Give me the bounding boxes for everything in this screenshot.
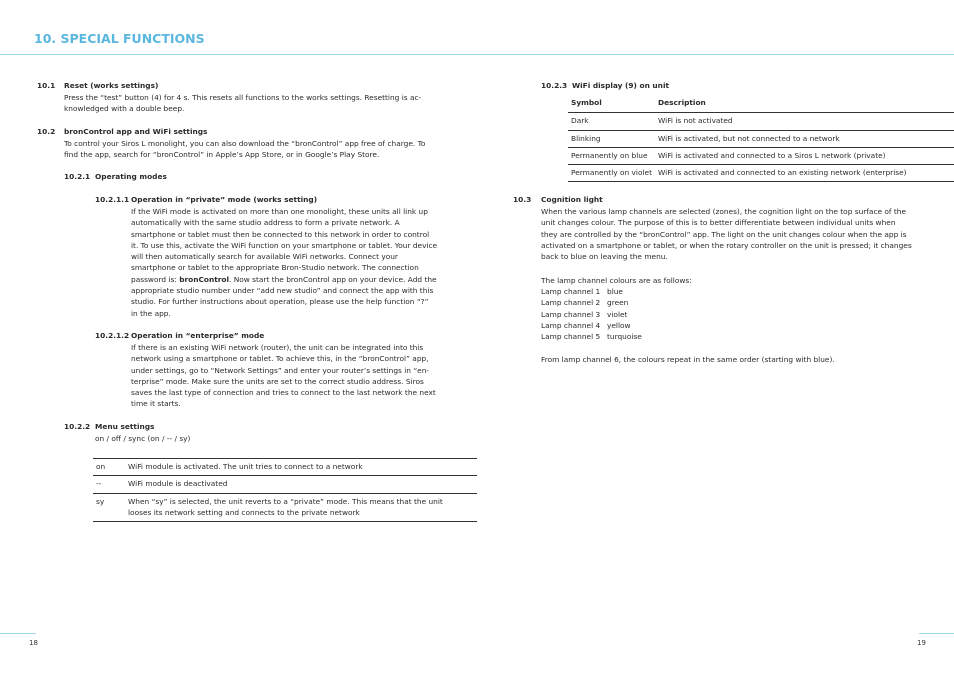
text-line: studio. For further instructions about operation, please use the help function “?” (131, 297, 429, 307)
section-number: 10.3 (513, 195, 532, 204)
section-heading-10-2-3 (541, 80, 669, 91)
column-header-symbol: Symbol (568, 95, 655, 113)
section-title: WiFi display (9) on unit (572, 81, 670, 90)
section-heading-10-2-1-2 (95, 330, 264, 341)
wifi-display-table (568, 95, 954, 182)
table-cell: Blinking (568, 130, 655, 147)
text-line: To control your Siros L monolight, you can also download the “bronControl” app free of charge. To (64, 139, 426, 148)
password-value: bronControl (179, 274, 230, 284)
section-heading-10-2-1-1 (95, 194, 317, 205)
table-row (93, 459, 477, 476)
table-cell: Permanently on blue (568, 147, 655, 164)
text-line: If there is an existing WiFi network (router), the unit can be integrated into this (131, 343, 424, 352)
section-body-10-1 (64, 92, 432, 115)
table-cell: WiFi is activated and connected to an existing network (enterprise) (655, 165, 954, 182)
text-line: they are controlled by the “bronControl” app. The light on the unit changes colour when the app is (541, 229, 907, 239)
colours-closing: From lamp channel 6, the colours repeat in the same order (starting with blue). (541, 355, 835, 364)
text-line: WiFi module is deactivated (128, 479, 228, 489)
lamp-channel-name: Lamp channel 3 (541, 309, 601, 319)
text-line: When the various lamp channels are selected (zones), the cognition light on the top surface of the (541, 207, 906, 216)
column-header-description: Description (655, 95, 954, 113)
lamp-channel-colour: green (607, 298, 629, 308)
section-number: 10.2 (37, 127, 56, 136)
password-line (131, 274, 437, 285)
text-line: back to blue on leaving the menu. (541, 252, 668, 262)
section-heading-10-2-2 (64, 421, 154, 432)
page-number-right: 19 (917, 639, 926, 647)
list-item (541, 286, 642, 297)
section-number: 10.2.1 (64, 172, 91, 181)
text-line: under settings, go to “Network Settings” and enter your router’s settings in “en- (131, 365, 430, 375)
lamp-channel-name: Lamp channel 1 (541, 287, 601, 296)
section-body-10-2-1-1 (131, 206, 438, 319)
table-row (568, 130, 954, 147)
list-item (541, 309, 642, 320)
section-heading-10-2 (37, 126, 207, 137)
section-heading-10-3 (513, 194, 603, 205)
menu-settings-table (93, 458, 477, 522)
lamp-channel-colour: turquoise (607, 332, 642, 342)
table-row (568, 165, 954, 182)
header-divider (0, 54, 954, 55)
section-title: Cognition light (541, 195, 603, 204)
section-number: 10.1 (37, 81, 56, 90)
section-title: Operating modes (95, 172, 167, 181)
password-suffix: . Now start the bronControl app on your device. Add the (229, 274, 437, 284)
text-line: it. To use this, activate the WiFi function on your smartphone or tablet. Your device (131, 240, 438, 250)
text-line: smartphone or tablet must then be connected to this network in order to control (131, 229, 430, 239)
colours-intro: The lamp channel colours are as follows: (541, 276, 692, 285)
text-line: time it starts. (131, 399, 181, 409)
table-cell: WiFi is activated, but not connected to a network (655, 130, 954, 147)
section-heading-10-2-1 (64, 171, 167, 182)
table-cell: WiFi is not activated (655, 113, 954, 130)
text-line: terprise” mode. Make sure the units are set to the correct studio address. Siros (131, 376, 424, 386)
lamp-channel-colour: violet (607, 309, 628, 319)
password-prefix: password is: (131, 274, 180, 284)
lamp-channel-colour: yellow (607, 320, 631, 330)
section-title: bronControl app and WiFi settings (64, 127, 208, 136)
section-number: 10.2.1.2 (95, 331, 130, 340)
table-value (125, 459, 477, 476)
section-title: Reset (works settings) (64, 81, 159, 90)
section-body-10-3 (541, 206, 911, 262)
list-item (541, 331, 642, 342)
table-row (568, 113, 954, 130)
lamp-channel-colour: blue (607, 287, 623, 296)
text-line: network using a smartphone or tablet. To achieve this, in the “bronControl” app, (131, 354, 429, 364)
page-title: 10. SPECIAL FUNCTIONS (34, 31, 205, 46)
table-cell: Dark (568, 113, 655, 130)
table-row (93, 493, 477, 522)
text-line: appropriate studio number under “add new studio” and connect the app with this (131, 286, 434, 296)
table-key: -- (93, 476, 125, 493)
text-line: knowledged with a double beep. (64, 104, 185, 114)
section-body-10-2-1-2 (131, 342, 436, 410)
section-title: Operation in “private” mode (works setting) (131, 195, 318, 204)
table-cell: Permanently on violet (568, 165, 655, 182)
text-line: find the app, search for “bronControl” in Apple’s App Store, or in Google’s Play Store. (64, 150, 380, 160)
text-line: saves the last type of connection and tries to connect to the last network the next (131, 388, 436, 398)
table-cell: WiFi is activated and connected to a Siros L network (private) (655, 147, 954, 164)
table-header-row (568, 95, 954, 113)
table-key: on (93, 459, 125, 476)
list-item (541, 320, 642, 331)
text-line: If the WiFi mode is activated on more than one monolight, these units all link up (131, 207, 428, 216)
text-line: Press the “test” button (4) for 4 s. This resets all functions to the works settings. Resetting is ac- (64, 93, 422, 102)
lamp-channel-name: Lamp channel 4 (541, 320, 601, 330)
footer-divider-right (919, 633, 954, 634)
list-item (541, 297, 642, 308)
table-row (93, 476, 477, 493)
section-number: 10.2.2 (64, 422, 91, 431)
section-heading-10-1 (37, 80, 158, 91)
text-line: WiFi module is activated. The unit tries to connect to a network (128, 462, 363, 471)
lamp-channel-name: Lamp channel 5 (541, 332, 601, 342)
table-value (125, 476, 477, 493)
table-key: sy (93, 493, 125, 522)
lamp-channel-list (541, 286, 642, 342)
page-number-left: 18 (29, 639, 38, 647)
section-number: 10.2.1.1 (95, 195, 130, 204)
lamp-channel-name: Lamp channel 2 (541, 298, 601, 308)
text-line: in the app. (131, 308, 171, 318)
section-body-10-2 (64, 138, 434, 161)
text-line: activated on a smartphone or tablet, or when the rotary controller on the unit is pressed; it changes (541, 240, 912, 250)
text-line: unit changes colour. The purpose of this is to better differentiate between individual units when (541, 218, 896, 228)
section-title: Menu settings (95, 422, 155, 431)
text-line: looses its network setting and connects to the private network (128, 507, 360, 517)
section-title: Operation in “enterprise” mode (131, 331, 265, 340)
text-line: When “sy” is selected, the unit reverts to a “private” mode. This means that the unit (128, 496, 443, 506)
menu-settings-subtitle: on / off / sync (on / -- / sy) (95, 434, 191, 443)
table-value (125, 493, 477, 522)
text-line: automatically with the same studio address to form a private network. A (131, 218, 400, 228)
footer-divider-left (0, 633, 36, 634)
text-line: smartphone or tablet to the appropriate Bron-Studio network. The connection (131, 263, 419, 273)
section-number: 10.2.3 (541, 81, 568, 90)
text-line: will then automatically search for available WiFi networks. Connect your (131, 252, 398, 262)
table-row (568, 147, 954, 164)
